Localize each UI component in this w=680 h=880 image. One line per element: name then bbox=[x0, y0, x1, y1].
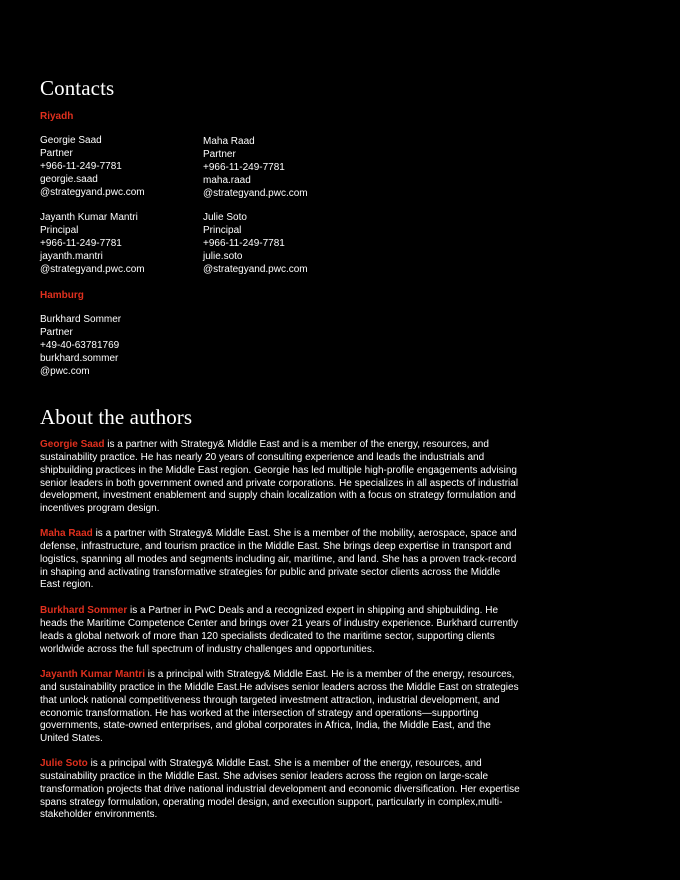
contact-name: Burkhard Sommer bbox=[40, 314, 122, 325]
contact-card-jayanth-kumar-mantri bbox=[40, 212, 200, 277]
contact-role: Principal bbox=[40, 224, 79, 236]
about-authors-heading: About the authors bbox=[40, 405, 193, 429]
bio-jayanth-kumar-mantri bbox=[40, 669, 522, 746]
contact-name: Maha Raad bbox=[203, 136, 255, 147]
contact-card-burkhard-sommer bbox=[40, 314, 200, 379]
contact-phone[interactable]: +966-11-249-7781 bbox=[203, 237, 285, 249]
contact-role: Principal bbox=[203, 224, 242, 236]
bio-text: is a principal with Strategy& Middle East. He is a member of the energy, resources, and sustainability practice in the Middle East.He advises senior leaders across the Middle East on strategies that unlock national competitiveness through targeted investment attraction, industrial development, and economic transformation. He has worked at the intersection of strategy and operations—supporting governments, state-owned enterprises, and global corporates in Africa, India, the Middle East, and the United States. bbox=[40, 669, 519, 745]
contacts-heading: Contacts bbox=[40, 76, 115, 100]
contact-email-domain[interactable]: @strategyand.pwc.com bbox=[203, 187, 308, 199]
bio-text: is a principal with Strategy& Middle East. She is a member of the energy, resources, and sustainability practice in the Middle East. She advises senior leaders across the region on large-scale transformation projects that drive national industrial development and economic diversification. Her expertise spans strategy formulation, operating model design, and execution support, particularly in complex,multi-stakeholder environments. bbox=[40, 758, 520, 821]
bio-julie-soto bbox=[40, 758, 522, 822]
bio-text: is a partner with Strategy& Middle East and is a member of the energy, resources, and sustainability practice. He has nearly 20 years of consulting experience and leads the industrials and shipbuilding practices in the Middle East region. Georgie has led multiple high-profile engagements advising senior leaders in both government owned and private corporations. He specializes in all aspects of industrial development, investment enablement and supply chain localization with a focus on strategy formulation and incentives program design. bbox=[40, 439, 519, 515]
contact-email-user[interactable]: georgie.saad bbox=[40, 173, 98, 185]
contact-email-domain[interactable]: @pwc.com bbox=[40, 365, 90, 377]
office-city-riyadh: Riyadh bbox=[40, 111, 74, 122]
contact-email-user[interactable]: jayanth.mantri bbox=[40, 250, 103, 262]
bio-text: is a partner with Strategy& Middle East. She is a member of the mobility, aerospace, space and defense, infrastructure, and tourism practice in the Middle East. She brings deep expertise in transport and logistics, spanning all modes and segments including air, maritime, and land. She has a proven track-record in shaping and activating transformative strategies for public and private sector clients across the Middle East region. bbox=[40, 528, 517, 591]
contact-phone[interactable]: +966-11-249-7781 bbox=[203, 161, 285, 173]
contact-email-user[interactable]: burkhard.sommer bbox=[40, 352, 119, 364]
contact-role: Partner bbox=[203, 148, 236, 160]
contact-phone[interactable]: +966-11-249-7781 bbox=[40, 237, 122, 249]
bio-author-name: Georgie Saad bbox=[40, 439, 105, 450]
contact-role: Partner bbox=[40, 147, 73, 159]
contact-card-maha-raad bbox=[203, 136, 363, 201]
contact-email-domain[interactable]: @strategyand.pwc.com bbox=[203, 263, 308, 275]
contact-phone[interactable]: +966-11-249-7781 bbox=[40, 160, 122, 172]
contact-phone[interactable]: +49-40-63781769 bbox=[40, 339, 120, 351]
contact-email-user[interactable]: maha.raad bbox=[203, 174, 251, 186]
bio-burkhard-sommer bbox=[40, 605, 522, 656]
contact-card-georgie-saad bbox=[40, 135, 200, 200]
bio-author-name: Maha Raad bbox=[40, 528, 93, 539]
contact-role: Partner bbox=[40, 326, 73, 338]
contact-name: Julie Soto bbox=[203, 212, 247, 223]
contact-card-julie-soto bbox=[203, 212, 363, 277]
bio-author-name: Jayanth Kumar Mantri bbox=[40, 669, 146, 680]
bio-georgie-saad bbox=[40, 439, 522, 516]
bio-author-name: Burkhard Sommer bbox=[40, 605, 128, 616]
contact-name: Georgie Saad bbox=[40, 135, 102, 146]
bio-maha-raad bbox=[40, 528, 522, 592]
contact-email-domain[interactable]: @strategyand.pwc.com bbox=[40, 186, 145, 198]
bio-text: is a Partner in PwC Deals and a recognized expert in shipping and shipbuilding. He heads the Maritime Competence Center and brings over 21 years of industry experience. Burkhard currently leads a global network of more than 120 specialists dedicated to the maritime sector, supporting clients worldwide across the full spectrum of industry challenges and opportunities. bbox=[40, 605, 519, 655]
office-city-hamburg: Hamburg bbox=[40, 290, 84, 301]
contact-email-domain[interactable]: @strategyand.pwc.com bbox=[40, 263, 145, 275]
contact-name: Jayanth Kumar Mantri bbox=[40, 212, 138, 223]
bio-author-name: Julie Soto bbox=[40, 758, 88, 769]
contact-email-user[interactable]: julie.soto bbox=[203, 250, 243, 262]
